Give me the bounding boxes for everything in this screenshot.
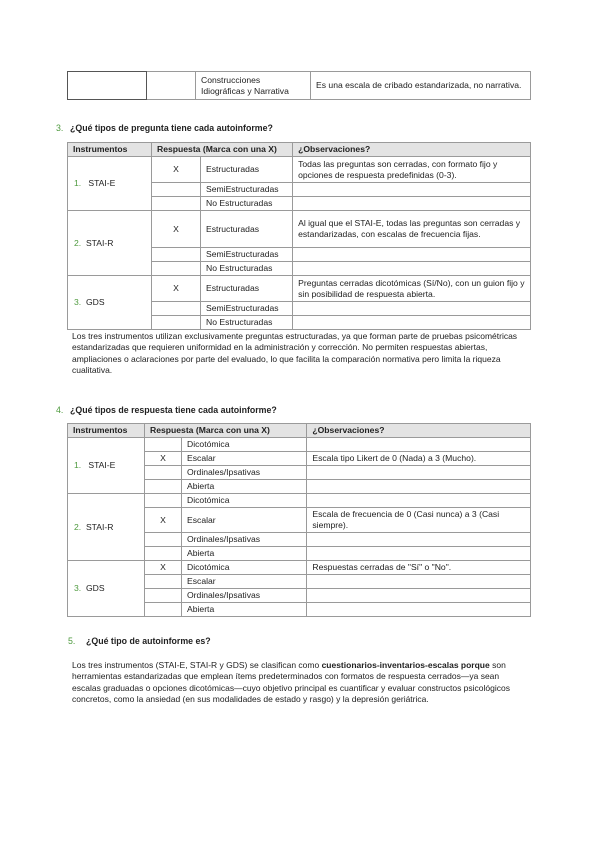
mark-empty (145, 494, 182, 508)
instrument-cell-stai-e (68, 438, 145, 494)
observation-empty (307, 480, 531, 494)
observation-empty (307, 603, 531, 617)
option-dicotomica: Dicotómica (182, 494, 307, 508)
instrument-number: 3. (74, 583, 82, 593)
option-dicotomica: Dicotómica (182, 438, 307, 452)
option-semiestructuradas: SemiEstructuradas (201, 302, 293, 316)
mark-empty (145, 589, 182, 603)
option-semiestructuradas: SemiEstructuradas (201, 183, 293, 197)
mark-empty (145, 547, 182, 561)
option-ordinales: Ordinales/Ipsativas (182, 589, 307, 603)
observation-empty (307, 547, 531, 561)
option-escalar: Escalar (182, 452, 307, 466)
mark-empty (145, 480, 182, 494)
observation-empty (307, 589, 531, 603)
mark-empty (145, 603, 182, 617)
top-table-cell-2 (147, 72, 196, 100)
table-row (68, 72, 531, 100)
observation-empty (293, 316, 531, 330)
top-table-cell-3: Construcciones Idiográficas y Narrativa (196, 72, 311, 100)
table-header-row (68, 424, 531, 438)
mark-empty (145, 438, 182, 452)
mark-x: X (152, 276, 201, 302)
q5-heading (68, 636, 211, 646)
table-row (68, 276, 531, 302)
option-ordinales: Ordinales/Ipsativas (182, 533, 307, 547)
table-row (68, 494, 531, 508)
option-abierta: Abierta (182, 603, 307, 617)
mark-empty (152, 183, 201, 197)
mark-x: X (145, 452, 182, 466)
option-dicotomica: Dicotómica (182, 561, 307, 575)
q3-number: 3. (56, 123, 64, 133)
table-header-row (68, 143, 531, 157)
q5-paragraph-start: Los tres instrumentos (STAI-E, STAI-R y GDS) se clasifican como (72, 660, 322, 670)
q5-number: 5. (68, 636, 76, 646)
instrument-name: STAI-R (85, 521, 114, 532)
q3-title: ¿Qué tipos de pregunta tiene cada autoinforme? (70, 123, 273, 133)
header-respuesta: Respuesta (Marca con una X) (152, 143, 293, 157)
mark-empty (152, 197, 201, 211)
q5-paragraph-end: son herramientas estandarizadas que emplean ítems predeterminados con formatos de respuesta cerrados—ya sean escalas graduadas o opciones dicotómicas—cuyo objetivo principal es cuantificar y evaluar constructos psicológicos concretos, como la ansiedad (en sus modalidades de estado y rasgo) y la depresión geriátrica. (72, 660, 510, 705)
q5-title: ¿Qué tipo de autoinforme es? (86, 636, 211, 646)
response-type-table (67, 423, 531, 617)
option-abierta: Abierta (182, 547, 307, 561)
observation-cell: Escala tipo Likert de 0 (Nada) a 3 (Mucho). (307, 452, 531, 466)
instrument-number: 1. (74, 178, 82, 188)
option-escalar: Escalar (182, 508, 307, 533)
observation-cell: Escala de frecuencia de 0 (Casi nunca) a 3 (Casi siempre). (307, 508, 531, 533)
header-observaciones: ¿Observaciones? (307, 424, 531, 438)
q3-heading (56, 123, 273, 133)
option-no-estructuradas: No Estructuradas (201, 316, 293, 330)
question-type-table (67, 142, 531, 330)
instrument-name: GDS (85, 297, 105, 307)
q4-title: ¿Qué tipos de respuesta tiene cada autoinforme? (70, 405, 277, 415)
mark-x: X (145, 561, 182, 575)
observation-empty (307, 494, 531, 508)
observation-empty (307, 575, 531, 589)
option-estructuradas: Estructuradas (201, 157, 293, 183)
option-ordinales: Ordinales/Ipsativas (182, 466, 307, 480)
observation-empty (307, 466, 531, 480)
option-no-estructuradas: No Estructuradas (201, 262, 293, 276)
mark-empty (145, 575, 182, 589)
header-instrumentos: Instrumentos (68, 143, 152, 157)
observation-cell: Respuestas cerradas de "Sí" o "No". (307, 561, 531, 575)
top-table (67, 71, 531, 100)
observation-empty (293, 197, 531, 211)
instrument-name: STAI-E (88, 460, 116, 470)
table-row (68, 211, 531, 248)
observation-empty (307, 533, 531, 547)
q4-heading (56, 405, 277, 415)
observation-empty (307, 438, 531, 452)
option-estructuradas: Estructuradas (201, 211, 293, 248)
instrument-name: STAI-R (85, 237, 114, 248)
option-escalar: Escalar (182, 575, 307, 589)
header-observaciones: ¿Observaciones? (293, 143, 531, 157)
instrument-cell-gds (68, 561, 145, 617)
q5-paragraph-bold: cuestionarios-inventarios-escalas porque (321, 660, 490, 670)
observation-empty (293, 262, 531, 276)
instrument-number: 3. (74, 297, 82, 307)
mark-empty (145, 533, 182, 547)
q3-paragraph: Los tres instrumentos utilizan exclusivamente preguntas estructuradas, ya que forman parte de pruebas psicométricas estandarizadas que requieren uniformidad en la administración y corrección. No permiten respuestas abiertas, ampliaciones o aclaraciones por parte del evaluado, lo que facilita la comparación normativa pero limita la riqueza cualitativa. (72, 331, 518, 376)
observation-cell: Preguntas cerradas dicotómicas (Sí/No), con un guion fijo y sin posibilidad de respuesta abierta. (293, 276, 531, 302)
instrument-cell-gds (68, 276, 152, 330)
q4-number: 4. (56, 405, 64, 415)
mark-empty (145, 466, 182, 480)
observation-empty (293, 302, 531, 316)
top-table-cell-1 (68, 72, 147, 100)
mark-x: X (152, 157, 201, 183)
instrument-number: 1. (74, 460, 82, 470)
mark-x: X (145, 508, 182, 533)
header-respuesta: Respuesta (Marca con una X) (145, 424, 307, 438)
header-instrumentos: Instrumentos (68, 424, 145, 438)
instrument-name: STAI-E (88, 178, 116, 188)
table-row (68, 157, 531, 183)
option-semiestructuradas: SemiEstructuradas (201, 248, 293, 262)
option-abierta: Abierta (182, 480, 307, 494)
option-estructuradas: Estructuradas (201, 276, 293, 302)
observation-cell: Todas las preguntas son cerradas, con formato fijo y opciones de respuesta predefinidas (0-3). (293, 157, 531, 183)
instrument-number: 2. (74, 237, 82, 248)
instrument-number: 2. (74, 521, 82, 532)
instrument-cell-stai-r (68, 211, 152, 276)
instrument-name: GDS (85, 583, 105, 593)
q5-paragraph (72, 660, 530, 706)
top-table-cell-4: Es una escala de cribado estandarizada, no narrativa. (311, 72, 531, 100)
observation-cell: Al igual que el STAI-E, todas las preguntas son cerradas y estandarizadas, con escalas de frecuencia fijas. (293, 211, 531, 248)
table-row (68, 438, 531, 452)
option-no-estructuradas: No Estructuradas (201, 197, 293, 211)
mark-empty (152, 262, 201, 276)
observation-empty (293, 248, 531, 262)
instrument-cell-stai-e (68, 157, 152, 211)
mark-empty (152, 302, 201, 316)
mark-empty (152, 316, 201, 330)
mark-empty (152, 248, 201, 262)
mark-x: X (152, 211, 201, 248)
instrument-cell-stai-r (68, 494, 145, 561)
observation-empty (293, 183, 531, 197)
table-row (68, 561, 531, 575)
